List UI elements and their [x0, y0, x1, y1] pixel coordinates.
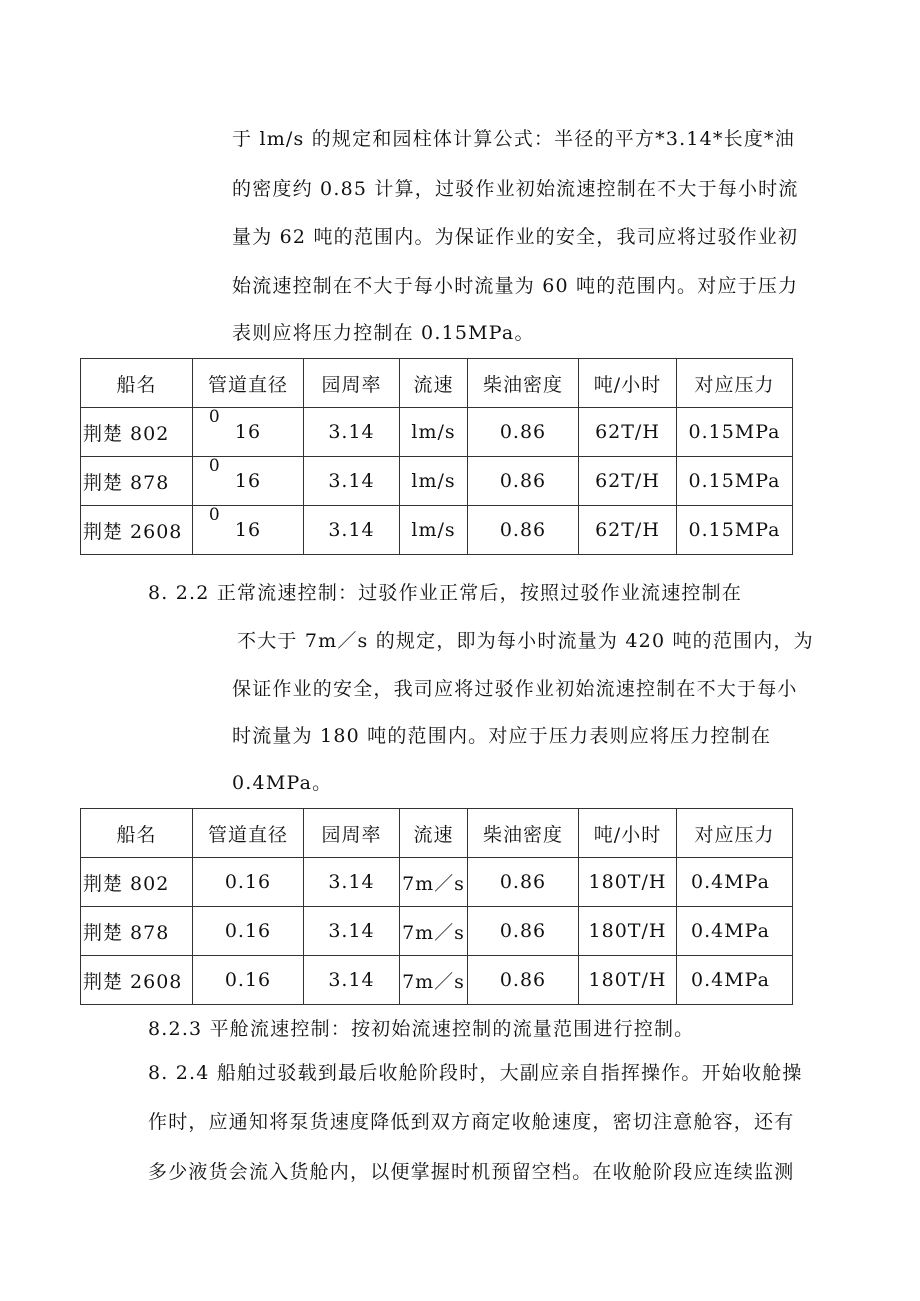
cell-diameter: 0.16 [193, 907, 304, 956]
cell-speed: lm/s [400, 506, 468, 555]
header-density: 柴油密度 [468, 359, 579, 408]
flow-table-initial [80, 358, 793, 555]
table-row [81, 506, 793, 555]
diameter-value: 16 [234, 519, 262, 541]
paragraph-line: 表则应将压力控制在 0.15MPa。 [232, 322, 535, 344]
paragraph-line: 的密度约 0.85 计算，过驳作业初始流速控制在不大于每小时流 [232, 178, 799, 200]
cell-ship: 荆楚 802 [81, 858, 193, 907]
header-pi: 园周率 [304, 359, 400, 408]
cell-pi: 3.14 [304, 907, 400, 956]
table-header-row [81, 359, 793, 408]
cell-pi: 3.14 [304, 408, 400, 457]
cell-diameter [193, 457, 304, 506]
cell-pressure: 0.15MPa [677, 408, 793, 457]
diameter-value: 16 [234, 421, 262, 443]
header-diameter: 管道直径 [193, 809, 304, 858]
header-pressure: 对应压力 [677, 359, 793, 408]
cell-diameter: 0.16 [193, 858, 304, 907]
cell-tph: 62T/H [579, 408, 677, 457]
paragraph-line: 保证作业的安全，我司应将过驳作业初始流速控制在不大于每小 [232, 678, 798, 700]
cell-ship: 荆楚 802 [81, 408, 193, 457]
cell-tph: 180T/H [579, 907, 677, 956]
header-pi: 园周率 [304, 809, 400, 858]
cell-density: 0.86 [468, 506, 579, 555]
header-ship: 船名 [81, 359, 193, 408]
flow-table-normal [80, 808, 793, 1005]
cell-diameter: 0.16 [193, 956, 304, 1005]
paragraph-line: 时流量为 180 吨的范围内。对应于压力表则应将压力控制在 [232, 725, 772, 747]
table-row [81, 457, 793, 506]
cell-pressure: 0.4MPa [677, 956, 793, 1005]
cell-pressure: 0.15MPa [677, 457, 793, 506]
cell-speed: lm/s [400, 408, 468, 457]
header-speed: 流速 [400, 359, 468, 408]
cell-speed: lm/s [400, 457, 468, 506]
cell-pressure: 0.4MPa [677, 858, 793, 907]
cell-ship: 荆楚 878 [81, 457, 193, 506]
cell-density: 0.86 [468, 858, 579, 907]
header-tph: 吨/小时 [579, 359, 677, 408]
cell-density: 0.86 [468, 907, 579, 956]
section-822-heading: 8. 2.2 正常流速控制：过驳作业正常后，按照过驳作业流速控制在 [148, 582, 743, 604]
paragraph-line: 多少液货会流入货舱内，以便掌握时机预留空档。在收舱阶段应连续监测 [148, 1161, 795, 1183]
diameter-symbol: 0 [208, 456, 221, 476]
cell-tph: 180T/H [579, 858, 677, 907]
paragraph-line: 作时，应通知将泵货速度降低到双方商定收舱速度，密切注意舱容，还有 [148, 1111, 795, 1133]
section-823-line: 8.2.3 平舱流速控制：按初始流速控制的流量范围进行控制。 [148, 1018, 695, 1040]
header-pressure: 对应压力 [677, 809, 793, 858]
cell-speed: 7m／s [400, 907, 468, 956]
cell-diameter [193, 506, 304, 555]
cell-tph: 180T/H [579, 956, 677, 1005]
header-density: 柴油密度 [468, 809, 579, 858]
table-row [81, 408, 793, 457]
diameter-value: 16 [234, 470, 262, 492]
diameter-symbol: 0 [208, 407, 221, 427]
header-ship: 船名 [81, 809, 193, 858]
header-speed: 流速 [400, 809, 468, 858]
cell-pressure: 0.15MPa [677, 506, 793, 555]
cell-pressure: 0.4MPa [677, 907, 793, 956]
table-header-row [81, 809, 793, 858]
cell-speed: 7m／s [400, 956, 468, 1005]
table-row [81, 858, 793, 907]
cell-density: 0.86 [468, 956, 579, 1005]
cell-ship: 荆楚 2608 [81, 506, 193, 555]
cell-ship: 荆楚 2608 [81, 956, 193, 1005]
cell-tph: 62T/H [579, 457, 677, 506]
paragraph-line: 0.4MPa。 [232, 772, 333, 794]
cell-density: 0.86 [468, 408, 579, 457]
cell-ship: 荆楚 878 [81, 907, 193, 956]
cell-pi: 3.14 [304, 457, 400, 506]
paragraph-line: 始流速控制在不大于每小时流量为 60 吨的范围内。对应于压力 [232, 275, 799, 297]
cell-tph: 62T/H [579, 506, 677, 555]
paragraph-line: 量为 62 吨的范围内。为保证作业的安全，我司应将过驳作业初 [232, 226, 799, 248]
paragraph-line: 于 lm/s 的规定和园柱体计算公式：半径的平方*3.14*长度*油 [232, 128, 795, 150]
header-tph: 吨/小时 [579, 809, 677, 858]
paragraph-line: 不大于 7m／s 的规定，即为每小时流量为 420 吨的范围内，为 [237, 630, 814, 652]
table-row [81, 907, 793, 956]
cell-pi: 3.14 [304, 858, 400, 907]
table-row [81, 956, 793, 1005]
cell-pi: 3.14 [304, 956, 400, 1005]
cell-speed: 7m／s [400, 858, 468, 907]
cell-diameter [193, 408, 304, 457]
header-diameter: 管道直径 [193, 359, 304, 408]
cell-pi: 3.14 [304, 506, 400, 555]
diameter-symbol: 0 [208, 505, 221, 525]
cell-density: 0.86 [468, 457, 579, 506]
section-824-line: 8. 2.4 船舶过驳载到最后收舱阶段时，大副应亲自指挥操作。开始收舱操 [148, 1062, 803, 1084]
